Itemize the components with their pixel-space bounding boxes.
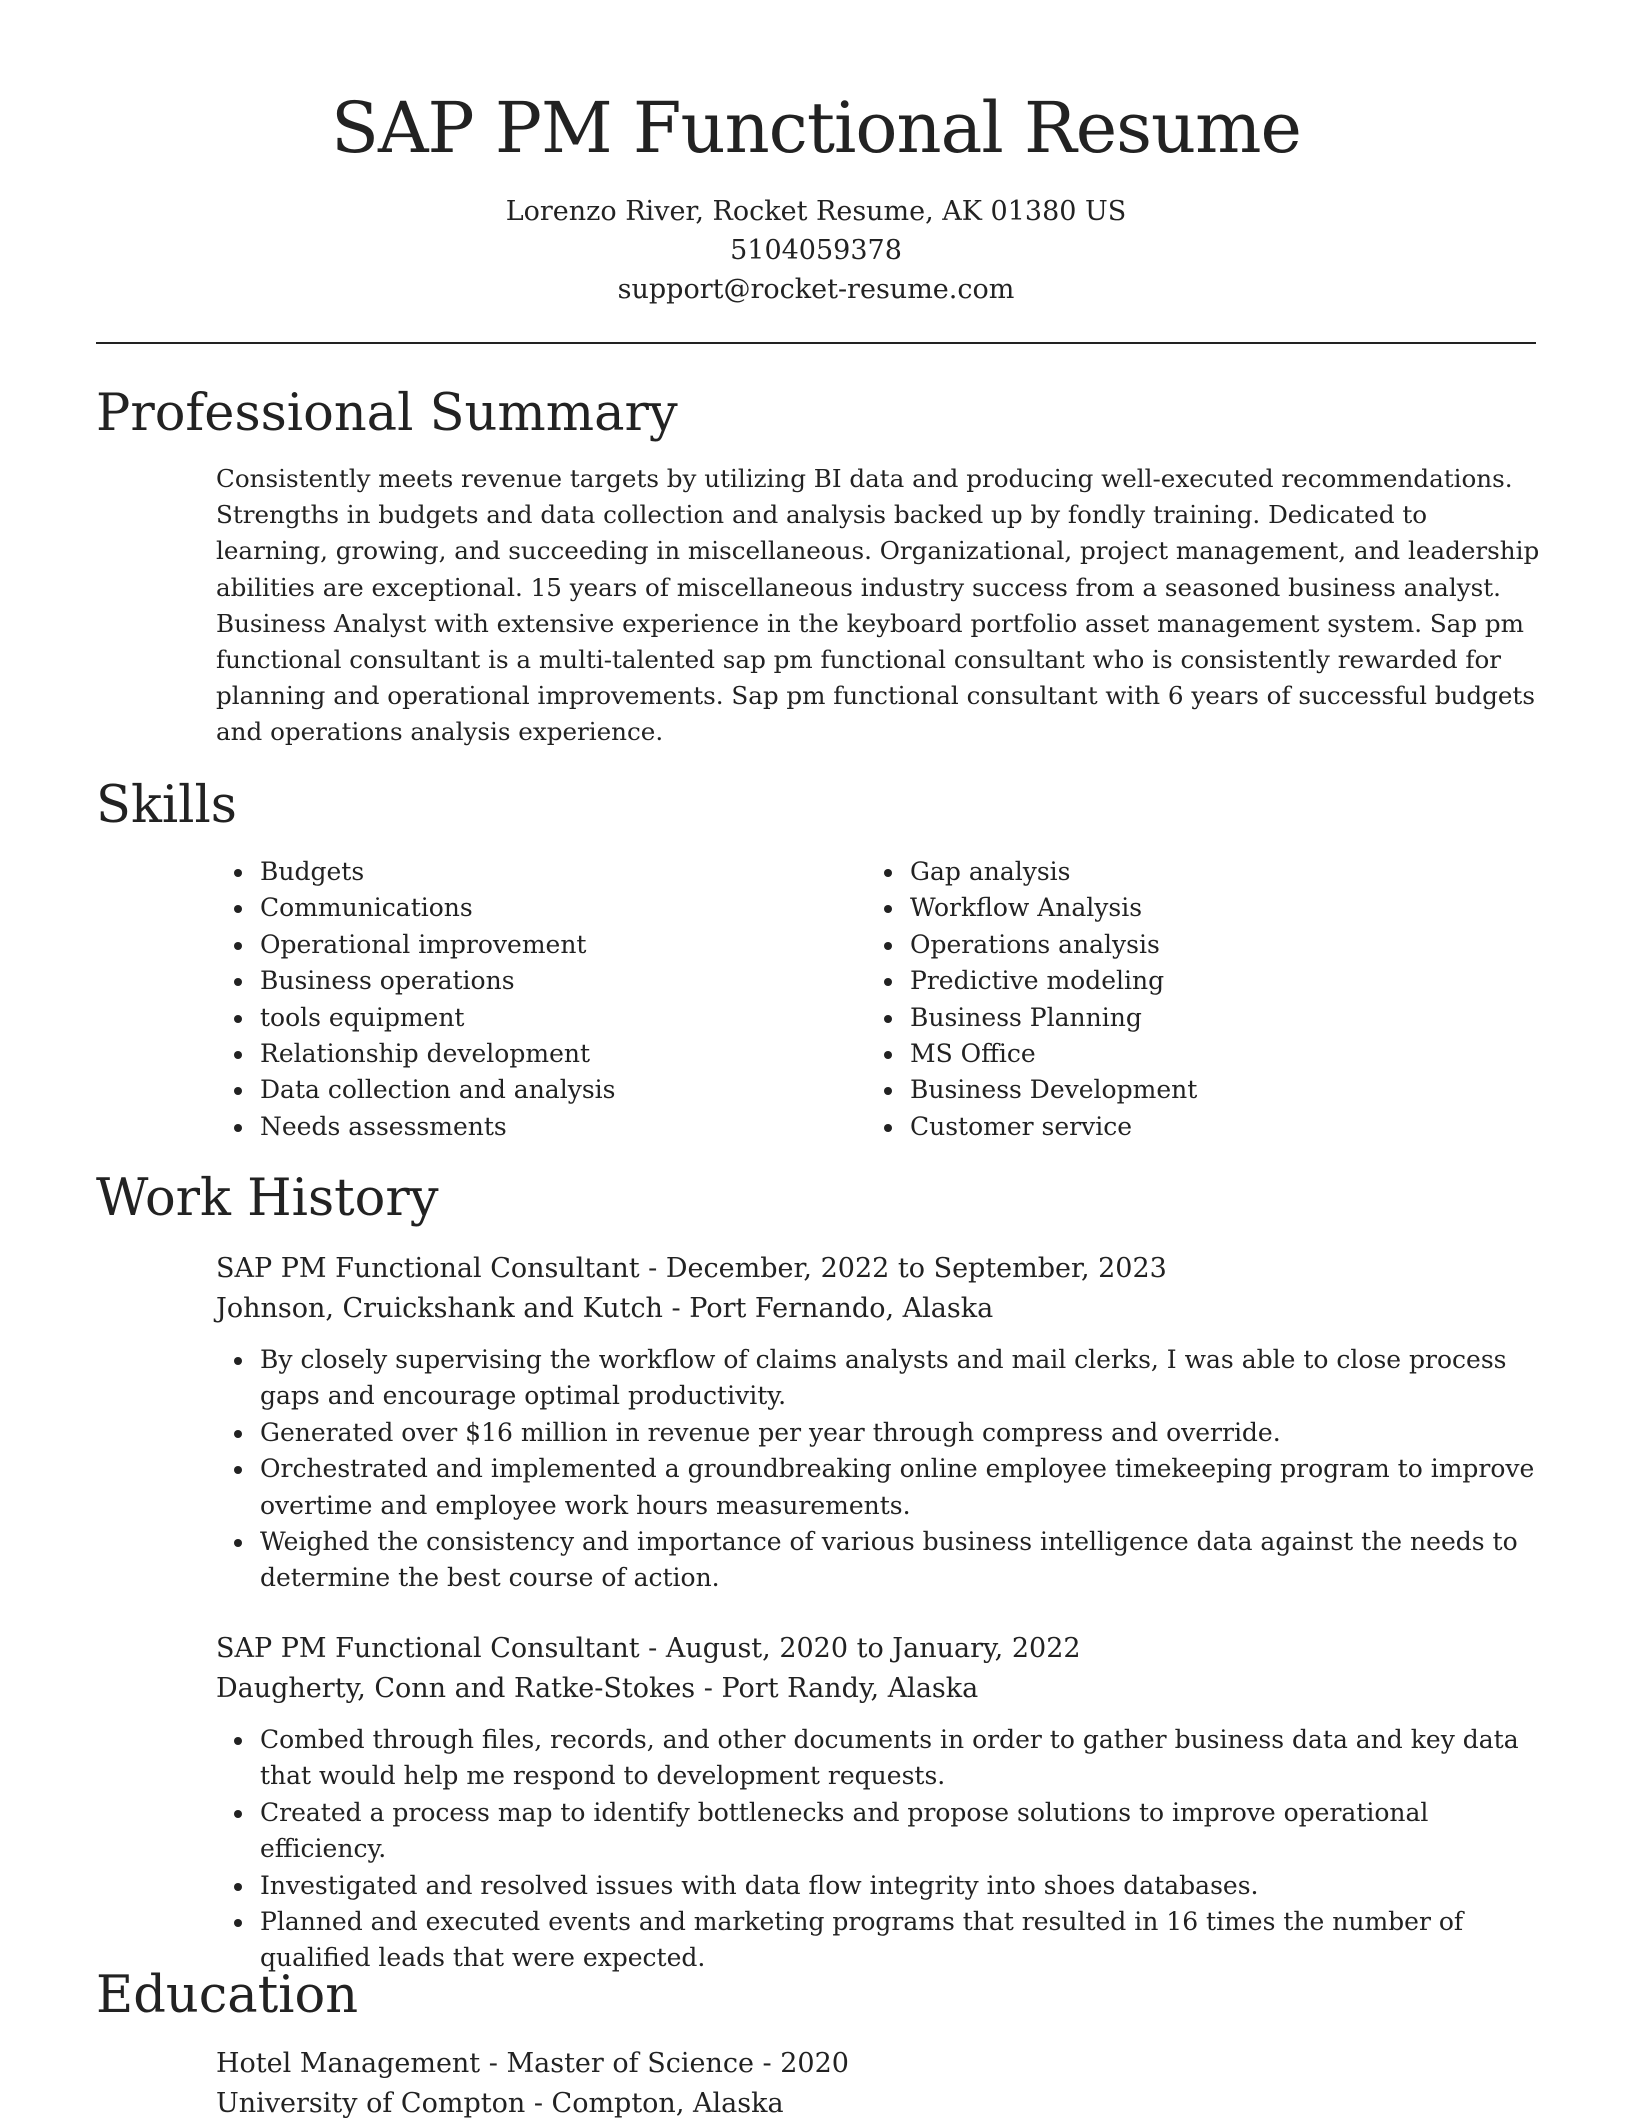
- education-field: Hotel Management: [216, 2048, 481, 2079]
- skill-item: Communications: [260, 890, 615, 926]
- job-bullet: Weighed the consistency and importance of various business intelligence data against the needs to determine the best course of action.: [260, 1524, 1550, 1597]
- skill-item: Data collection and analysis: [260, 1072, 615, 1108]
- skill-item: Predictive modeling: [910, 963, 1197, 999]
- job-bullet: Combed through files, records, and other documents in order to gather business data and key data that would help me respond to development requests.: [260, 1722, 1550, 1795]
- header-divider: [96, 342, 1536, 344]
- job-title: SAP PM Functional Consultant: [216, 1633, 640, 1664]
- education-degree: Master of Science: [506, 2048, 754, 2079]
- skill-item: Operational improvement: [260, 927, 615, 963]
- job-bullet: Orchestrated and implemented a groundbreaking online employee timekeeping program to improve overtime and employee work hours measurements.: [260, 1451, 1550, 1524]
- job-bullet: Investigated and resolved issues with data flow integrity into shoes databases.: [260, 1868, 1550, 1904]
- skill-item: Business Planning: [910, 1000, 1197, 1036]
- education-location: Compton, Alaska: [551, 2088, 784, 2119]
- contact-block: [0, 192, 1632, 309]
- education-year: 2020: [780, 2048, 849, 2079]
- skill-item: Business Development: [910, 1072, 1197, 1108]
- job-1-bullets: [260, 1342, 1550, 1597]
- job-1-company-line: Johnson, Cruickshank and Kutch - Port Fernando, Alaska: [216, 1293, 994, 1324]
- skill-item: Operations analysis: [910, 927, 1197, 963]
- skill-item: Workflow Analysis: [910, 890, 1197, 926]
- education-heading: Education: [96, 1966, 359, 2025]
- job-location: Port Randy, Alaska: [721, 1673, 979, 1704]
- job-title: SAP PM Functional Consultant: [216, 1253, 640, 1284]
- education-degree-line: Hotel Management - Master of Science - 2020: [216, 2048, 849, 2079]
- job-bullet: By closely supervising the workflow of claims analysts and mail clerks, I was able to close process gaps and encourage optimal productivity.: [260, 1342, 1550, 1415]
- job-2-bullets: [260, 1722, 1550, 1977]
- skill-item: Customer service: [910, 1109, 1197, 1145]
- skills-list-right: [910, 854, 1197, 1145]
- resume-name: SAP PM Functional Resume: [331, 87, 1301, 169]
- skill-item: Needs assessments: [260, 1109, 615, 1145]
- job-1-title-line: SAP PM Functional Consultant - December, 2022 to September, 2023: [216, 1253, 1167, 1284]
- contact-email: support@rocket-resume.com: [617, 274, 1015, 305]
- job-2-title-line: SAP PM Functional Consultant - August, 2020 to January, 2022: [216, 1633, 1081, 1664]
- job-company: Johnson, Cruickshank and Kutch: [216, 1293, 663, 1324]
- skill-item: Relationship development: [260, 1036, 615, 1072]
- job-bullet: Created a process map to identify bottlenecks and propose solutions to improve operational efficiency.: [260, 1795, 1550, 1868]
- skill-item: Budgets: [260, 854, 615, 890]
- skill-item: MS Office: [910, 1036, 1197, 1072]
- job-bullet: Generated over $16 million in revenue per year through compress and override.: [260, 1415, 1550, 1451]
- skill-item: tools equipment: [260, 1000, 615, 1036]
- skill-item: Business operations: [260, 963, 615, 999]
- job-company: Daugherty, Conn and Ratke-Stokes: [216, 1673, 696, 1704]
- work-history-heading: Work History: [96, 1169, 439, 1228]
- job-dates: August, 2020 to January, 2022: [665, 1633, 1081, 1664]
- skills-list-left: [260, 854, 615, 1145]
- job-location: Port Fernando, Alaska: [689, 1293, 994, 1324]
- job-2-company-line: Daugherty, Conn and Ratke-Stokes - Port Randy, Alaska: [216, 1673, 979, 1704]
- education-school: University of Compton: [216, 2088, 526, 2119]
- job-dates: December, 2022 to September, 2023: [665, 1253, 1167, 1284]
- education-school-line: University of Compton - Compton, Alaska: [216, 2088, 784, 2119]
- summary-heading: Professional Summary: [96, 384, 678, 443]
- contact-phone: 5104059378: [730, 235, 902, 266]
- skills-heading: Skills: [96, 776, 237, 835]
- skill-item: Gap analysis: [910, 854, 1197, 890]
- summary-text: Consistently meets revenue targets by utilizing BI data and producing well-executed recommendations. Strengths in budgets and data collection and analysis backed up by fondly training. Dedicated to learning, growing, and succeeding in miscellaneous. Organizational, project management, and leadership abilities are exceptional. 15 years of miscellaneous industry success from a seasoned business analyst. Business Analyst with extensive experience in the keyboard portfolio asset management system. Sap pm functional consultant is a multi-talented sap pm functional consultant who is consistently rewarded for planning and operational improvements. Sap pm functional consultant with 6 years of successful budgets and operations analysis experience.: [216, 464, 1540, 747]
- contact-address: Lorenzo River, Rocket Resume, AK 01380 US: [505, 196, 1127, 227]
- job-bullet: Planned and executed events and marketing programs that resulted in 16 times the number of qualified leads that were expected.: [260, 1904, 1550, 1977]
